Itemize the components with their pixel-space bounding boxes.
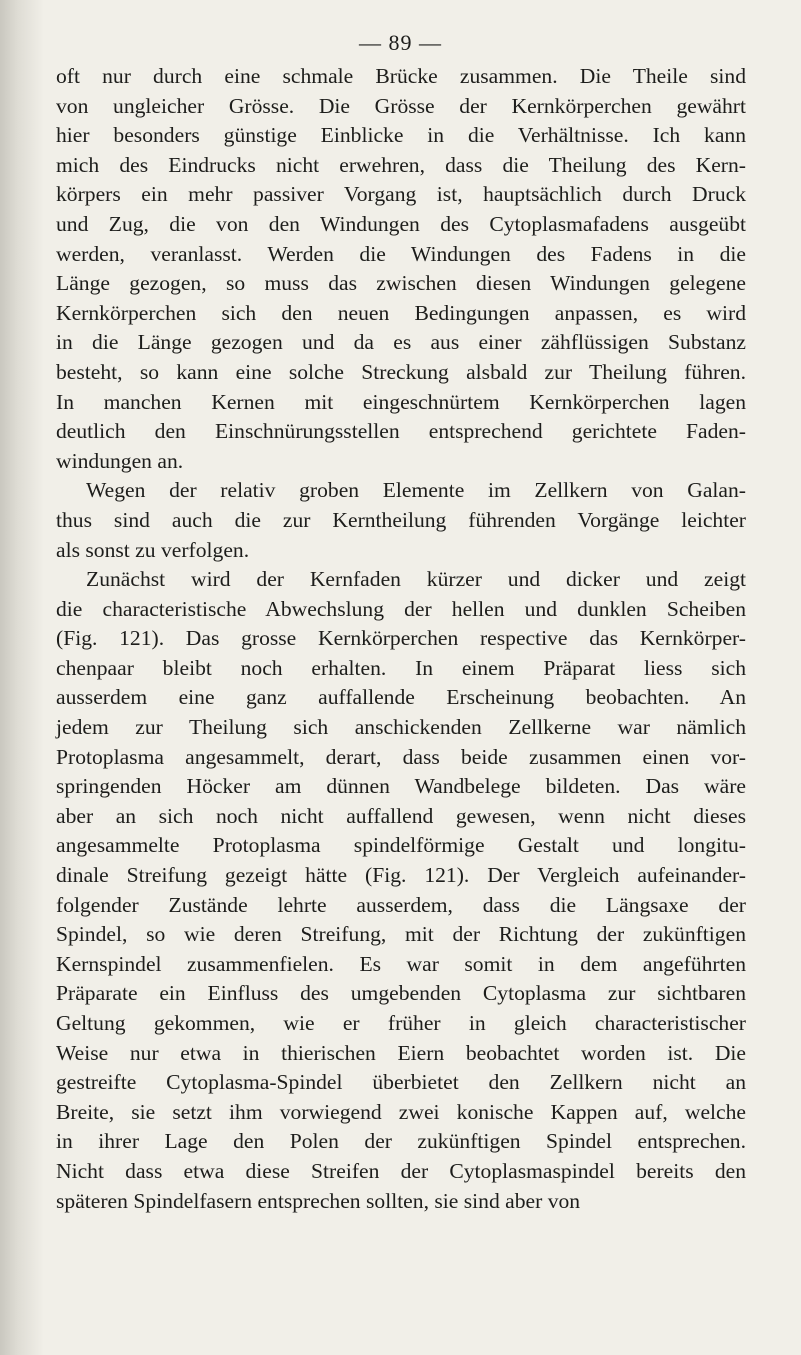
text-line: In manchen Kernen mit eingeschnürtem Kernkörperchen lagen bbox=[56, 389, 746, 414]
text-line: Weise nur etwa in thierischen Eiern beobachtet worden ist. Die bbox=[56, 1040, 746, 1065]
text-line: gestreifte Cytoplasma-Spindel überbietet den Zellkern nicht an bbox=[56, 1070, 746, 1095]
text-line: die characteristische Abwechslung der hellen und dunklen Scheiben bbox=[56, 596, 746, 621]
text-line: späteren Spindelfasern entsprechen sollten, sie sind aber von bbox=[56, 1188, 581, 1213]
text-line: Kernspindel zusammenfielen. Es war somit in dem angeführten bbox=[56, 951, 746, 976]
paragraph bbox=[56, 476, 746, 565]
text-line: und Zug, die von den Windungen des Cytoplasmafadens ausgeübt bbox=[56, 211, 746, 236]
text-line: angesammelte Protoplasma spindelförmige Gestalt und longitu- bbox=[56, 833, 746, 858]
text-line: Zunächst wird der Kernfaden kürzer und dicker und zeigt bbox=[86, 567, 746, 592]
text-line: als sonst zu verfolgen. bbox=[56, 537, 250, 562]
text-line: aber an sich noch nicht auffallend gewesen, wenn nicht dieses bbox=[56, 803, 746, 828]
text-line: von ungleicher Grösse. Die Grösse der Kernkörperchen gewährt bbox=[56, 93, 746, 118]
text-line: werden, veranlasst. Werden die Windungen des Fadens in die bbox=[56, 241, 746, 266]
text-line: Protoplasma angesammelt, derart, dass beide zusammen einen vor- bbox=[56, 744, 746, 769]
text-line: Präparate ein Einfluss des umgebenden Cytoplasma zur sichtbaren bbox=[56, 981, 746, 1006]
text-line: deutlich den Einschnürungsstellen entsprechend gerichtete Faden- bbox=[56, 419, 746, 444]
text-line: springenden Höcker am dünnen Wandbelege bildeten. Das wäre bbox=[56, 774, 746, 799]
text-line: (Fig. 121). Das grosse Kernkörperchen respective das Kernkörper- bbox=[56, 626, 746, 651]
text-line: oft nur durch eine schmale Brücke zusammen. Die Theile sind bbox=[56, 64, 746, 88]
page-number: — 89 — bbox=[359, 30, 442, 55]
text-line: Wegen der relativ groben Elemente im Zellkern von Galan- bbox=[86, 478, 746, 503]
text-line: thus sind auch die zur Kerntheilung führenden Vorgänge leichter bbox=[56, 507, 746, 532]
text-line: in die Länge gezogen und da es aus einer zähflüssigen Substanz bbox=[56, 330, 746, 355]
text-line: in ihrer Lage den Polen der zukünftigen Spindel entsprechen. bbox=[56, 1129, 746, 1154]
text-line: Länge gezogen, so muss das zwischen diesen Windungen gelegene bbox=[56, 271, 746, 296]
paragraph bbox=[56, 62, 746, 476]
text-line: folgender Zustände lehrte ausserdem, dass die Längsaxe der bbox=[56, 892, 746, 917]
text-line: Breite, sie setzt ihm vorwiegend zwei konische Kappen auf, welche bbox=[56, 1099, 746, 1124]
text-line: körpers ein mehr passiver Vorgang ist, hauptsächlich durch Druck bbox=[56, 182, 746, 207]
text-line: Geltung gekommen, wie er früher in gleich characteristischer bbox=[56, 1011, 746, 1035]
text-line: dinale Streifung gezeigt hätte (Fig. 121). Der Vergleich aufeinander- bbox=[56, 863, 746, 888]
text-line: Spindel, so wie deren Streifung, mit der Richtung der zukünftigen bbox=[56, 922, 746, 947]
text-line: mich des Eindrucks nicht erwehren, dass die Theilung des Kern- bbox=[56, 152, 746, 177]
text-line: chenpaar bleibt noch erhalten. In einem Präparat liess sich bbox=[56, 655, 746, 680]
text-line: Kernkörperchen sich den neuen Bedingungen anpassen, es wird bbox=[56, 300, 746, 325]
text-line: windungen an. bbox=[56, 448, 184, 473]
text-line: jedem zur Theilung sich anschickenden Zellkerne war nämlich bbox=[56, 715, 746, 740]
text-line: Nicht dass etwa diese Streifen der Cytoplasmaspindel bereits den bbox=[56, 1158, 746, 1183]
text-line: besteht, so kann eine solche Streckung alsbald zur Theilung führen. bbox=[56, 359, 746, 384]
text-line: ausserdem eine ganz auffallende Erscheinung beobachten. An bbox=[56, 685, 746, 710]
text-line: hier besonders günstige Einblicke in die Verhältnisse. Ich kann bbox=[56, 123, 746, 148]
page-edge-shadow bbox=[0, 0, 44, 1355]
body-text bbox=[56, 62, 746, 1216]
paragraph bbox=[56, 565, 746, 1216]
